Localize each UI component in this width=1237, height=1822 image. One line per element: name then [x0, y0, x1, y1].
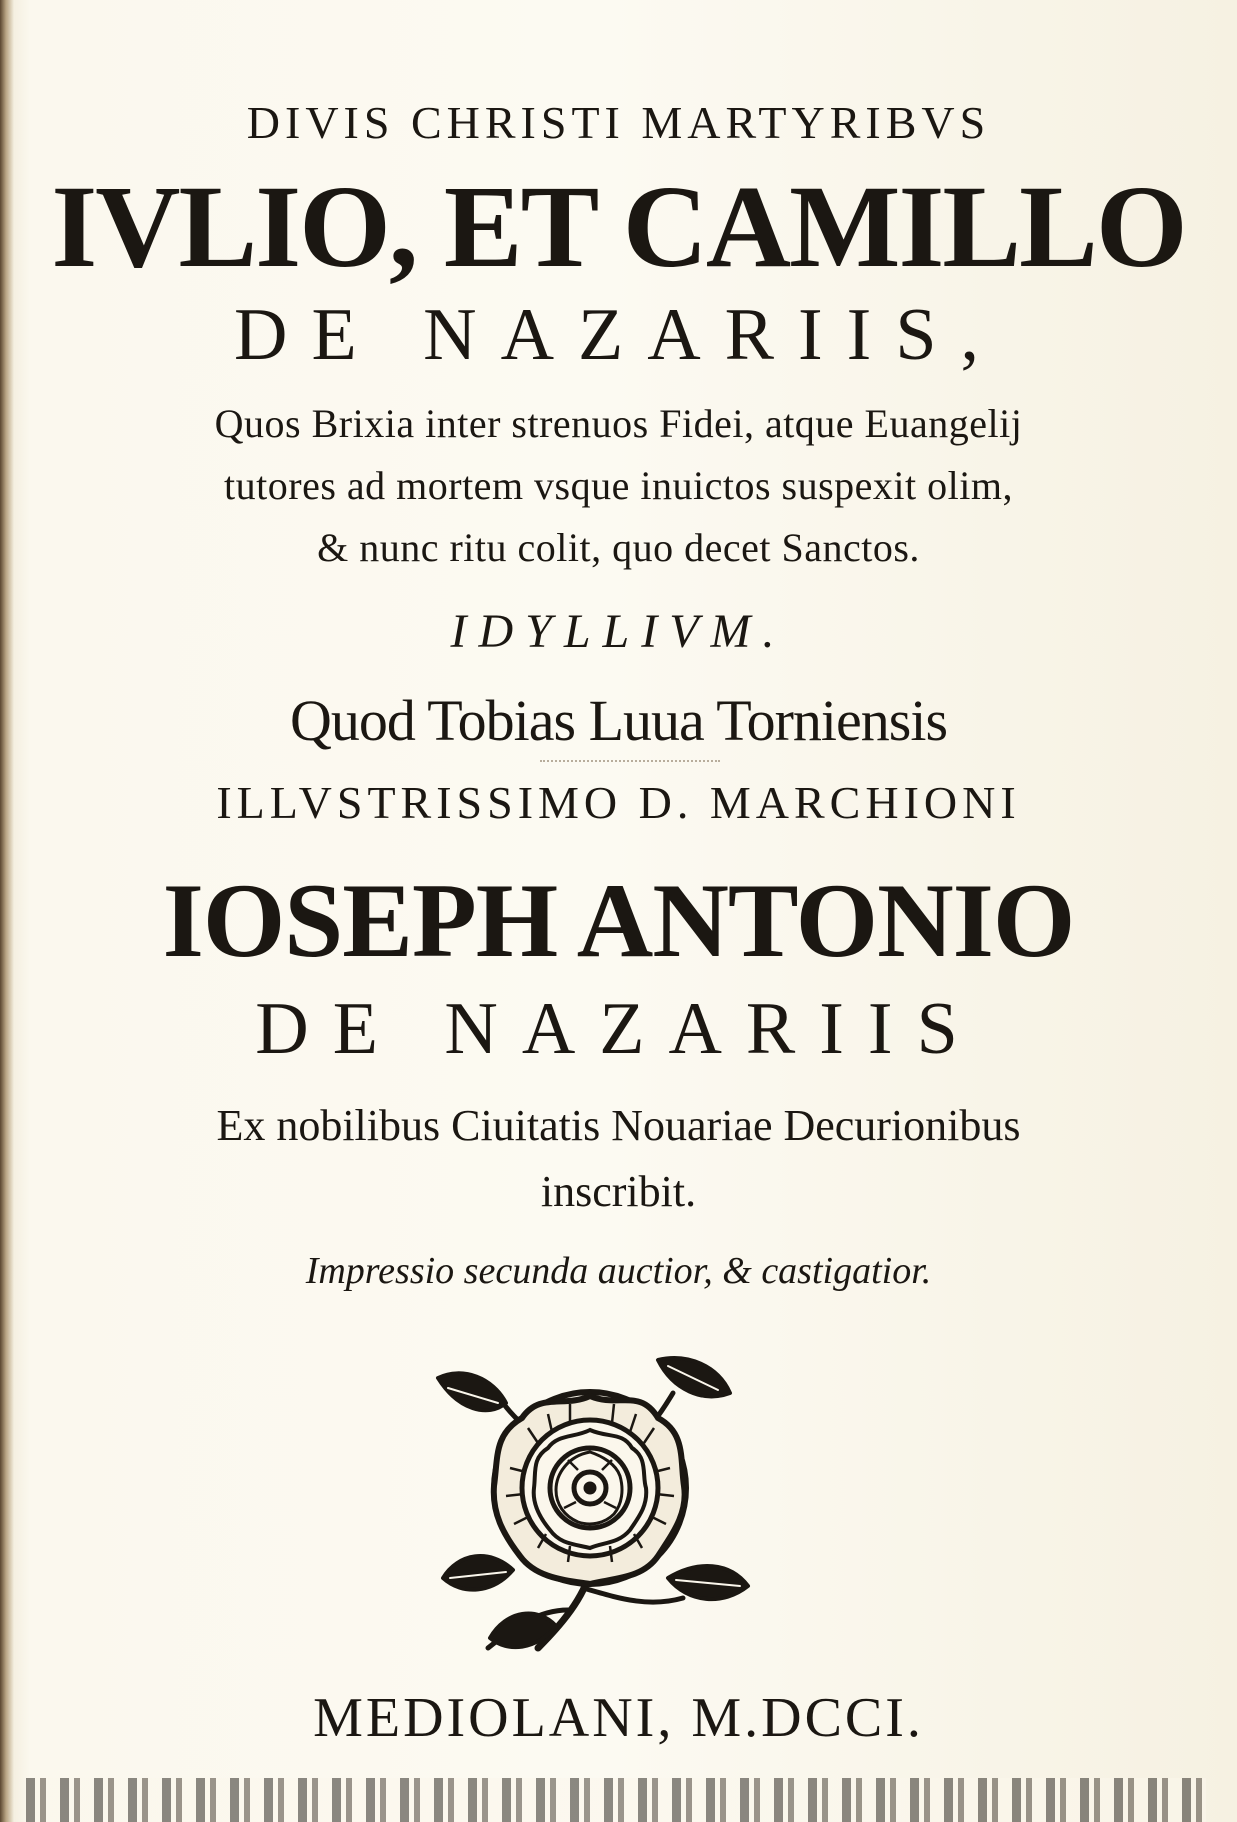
next-page-bleedthrough: [26, 1778, 1206, 1822]
subtitle-line-1: Quos Brixia inter strenuos Fidei, atque Euangelij: [214, 401, 1023, 446]
dedicatee-name: IOSEPH ANTONIO: [162, 862, 1075, 979]
rose-woodcut-icon: [418, 1348, 768, 1668]
subtitle-line-2: tutores ad mortem vsque inuictos suspexit olim,: [224, 463, 1013, 508]
edition-note: Impressio secunda auctior, & castigatior.: [305, 1250, 932, 1292]
subtitle-line-3: & nunc ritu colit, quo decet Sanctos.: [317, 525, 920, 570]
dedicatee-description-1: Ex nobilibus Ciuitatis Nouariae Decurionibus: [216, 1101, 1021, 1150]
martyrs-names-heading: IVLIO, ET CAMILLO: [51, 161, 1186, 292]
dedication-line: DIVIS CHRISTI MARTYRIBVS: [246, 97, 991, 148]
imprint-line: MEDIOLANI, M.DCCI.: [313, 1687, 924, 1749]
genre-heading: IDYLLIVM.: [450, 605, 787, 658]
author-line: Quod Tobias Luua Torniensis: [289, 688, 948, 753]
family-name-heading: DE NAZARIIS,: [234, 294, 1003, 376]
dedicatee-family-name: DE NAZARIIS: [255, 988, 982, 1070]
dotted-rule: [540, 760, 720, 762]
dedicatee-title: ILLVSTRISSIMO D. MARCHIONI: [216, 777, 1021, 828]
dedicatee-description-2: inscribit.: [540, 1167, 697, 1216]
